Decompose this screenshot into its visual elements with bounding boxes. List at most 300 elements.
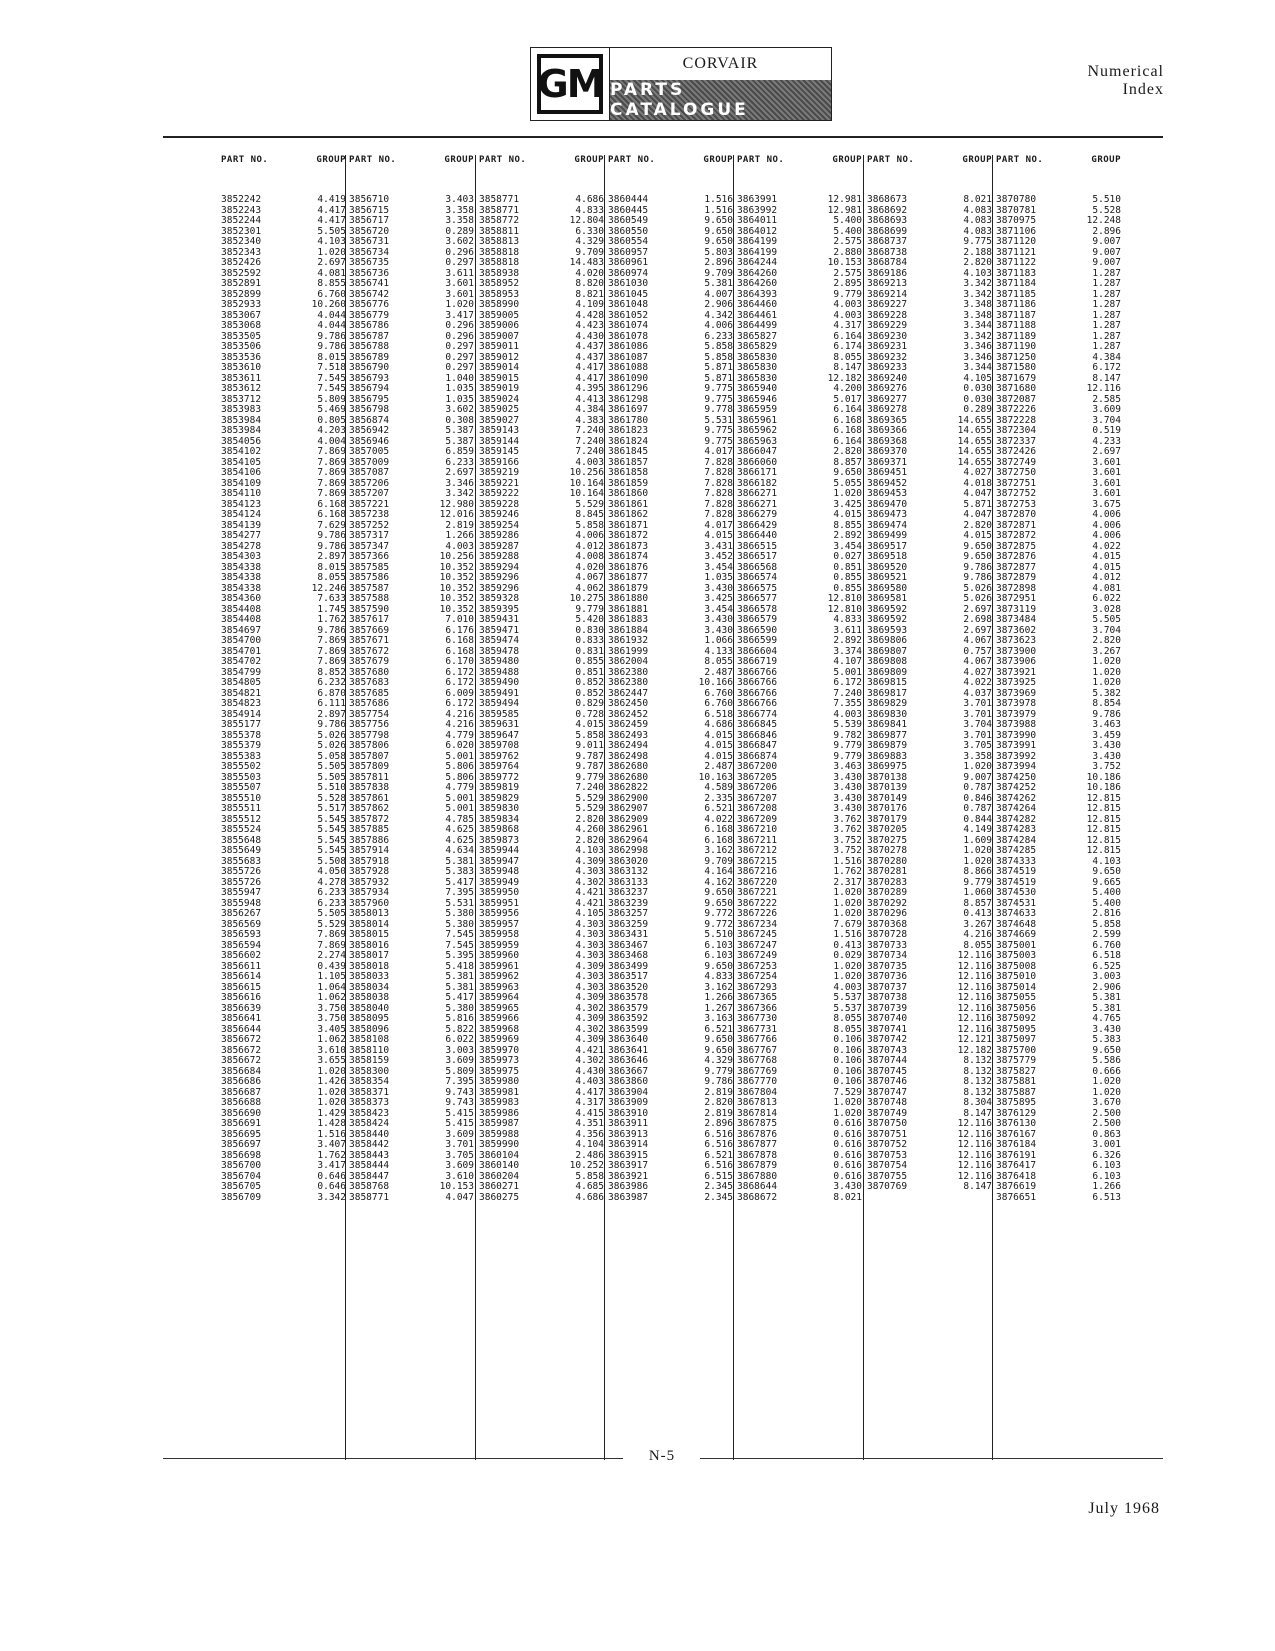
table-row [346, 909, 478, 920]
table-row [346, 699, 478, 710]
part-number: 3857885 [349, 824, 390, 835]
group-number: 3.342 [963, 288, 992, 300]
group-number: 9.779 [575, 771, 604, 783]
group-number: 1.020 [1092, 656, 1121, 667]
column-header [476, 155, 608, 171]
part-number: 3854109 [221, 477, 262, 489]
part-number: 3873900 [996, 645, 1037, 657]
group-number: 4.062 [575, 582, 604, 594]
table-row [605, 552, 737, 563]
part-number: 3874264 [996, 803, 1037, 814]
part-number: 3865961 [737, 414, 778, 426]
group-number: 6.760 [704, 687, 733, 699]
group-number: 9.786 [317, 341, 346, 352]
group-number: 10.164 [569, 488, 604, 499]
part-number: 3854338 [221, 582, 262, 594]
group-number: 5.380 [445, 918, 474, 930]
group-number: 0.805 [317, 414, 346, 426]
group-number: 6.518 [1092, 950, 1121, 961]
part-number: 3872871 [996, 519, 1037, 531]
group-number: 9.650 [704, 1044, 733, 1056]
table-row [864, 846, 996, 857]
group-number: 4.216 [445, 719, 474, 730]
part-number: 3856672 [221, 1055, 262, 1066]
group-number: 5.418 [445, 960, 474, 972]
group-number: 12.121 [957, 1034, 992, 1045]
part-number: 3873991 [996, 740, 1037, 751]
part-number: 3860444 [608, 194, 649, 205]
group-number: 12.116 [957, 1128, 992, 1140]
part-number: 3867222 [737, 897, 778, 909]
part-number: 3862964 [608, 834, 649, 846]
part-number: 3858813 [479, 236, 520, 247]
group-number: 6.022 [1092, 593, 1121, 604]
group-number: 6.760 [317, 288, 346, 300]
table-row [734, 1056, 866, 1067]
column-body [346, 195, 478, 1203]
group-number: 12.810 [827, 603, 862, 615]
group-header: GROUP [574, 155, 604, 165]
table-row [476, 489, 608, 500]
group-number: 10.256 [439, 551, 474, 562]
group-number: 3.430 [833, 782, 862, 793]
group-number: 3.675 [1092, 498, 1121, 510]
table-row [993, 510, 1125, 521]
table-row [218, 804, 350, 815]
group-number: 8.855 [317, 278, 346, 289]
part-number: 3872872 [996, 530, 1037, 541]
table-row [734, 888, 866, 899]
part-number: 3867880 [737, 1170, 778, 1182]
group-number: 2.345 [704, 1181, 733, 1192]
group-number: 4.027 [963, 467, 992, 478]
part-number: 3868693 [867, 215, 908, 226]
part-number: 3855378 [221, 729, 262, 741]
table-row [864, 1119, 996, 1130]
part-number: 3875887 [996, 1086, 1037, 1098]
group-number: 12.246 [311, 582, 346, 594]
group-number: 4.302 [575, 1055, 604, 1066]
group-number: 9.007 [1092, 246, 1121, 258]
part-number: 3860271 [479, 1181, 520, 1192]
group-number: 4.103 [963, 267, 992, 279]
group-number: 7.545 [317, 372, 346, 384]
part-number: 3872749 [996, 456, 1037, 468]
group-number: 0.413 [833, 939, 862, 951]
part-number: 3861780 [608, 414, 649, 426]
part-number: 3860549 [608, 215, 649, 226]
group-number: 4.303 [575, 971, 604, 982]
part-number: 3870179 [867, 813, 908, 825]
group-number: 6.168 [445, 635, 474, 646]
part-number: 3858017 [349, 950, 390, 961]
part-number: 3859964 [479, 992, 520, 1003]
part-number: 3874250 [996, 771, 1037, 783]
column-body [476, 195, 608, 1203]
group-number: 4.686 [575, 1191, 604, 1203]
part-number: 3873978 [996, 698, 1037, 709]
group-number: 9.650 [704, 887, 733, 898]
part-number: 3856700 [221, 1160, 262, 1171]
part-number: 3867247 [737, 939, 778, 951]
table-row [346, 300, 478, 311]
part-number: 3857587 [349, 582, 390, 594]
table-row [993, 573, 1125, 584]
table-row [218, 594, 350, 605]
group-number: 2.697 [1092, 446, 1121, 457]
group-number: 2.820 [575, 813, 604, 825]
part-number: 3855947 [221, 887, 262, 898]
part-number: 3873979 [996, 708, 1037, 720]
part-number: 3873906 [996, 656, 1037, 667]
group-number: 2.820 [575, 834, 604, 846]
part-number: 3859829 [479, 792, 520, 804]
part-number: 3859944 [479, 845, 520, 856]
group-number: 4.103 [317, 236, 346, 247]
part-number: 3869231 [867, 341, 908, 352]
table-row [476, 1182, 608, 1193]
catalogue-header [530, 47, 832, 121]
group-number: 3.463 [833, 761, 862, 772]
group-number: 0.030 [963, 393, 992, 405]
group-number: 4.015 [1092, 561, 1121, 573]
group-number: 5.026 [317, 729, 346, 741]
part-number: 3865830 [737, 372, 778, 384]
part-number: 3860550 [608, 225, 649, 237]
table-column [863, 155, 996, 1460]
part-number: 3869452 [867, 477, 908, 489]
part-number: 3863517 [608, 971, 649, 982]
group-number: 5.809 [445, 1065, 474, 1077]
part-number: 3852244 [221, 215, 262, 226]
part-number: 3860140 [479, 1160, 520, 1171]
part-number: 3858013 [349, 908, 390, 919]
part-number: 3869520 [867, 561, 908, 573]
group-number: 4.260 [575, 824, 604, 835]
part-number: 3869581 [867, 593, 908, 604]
part-number: 3870737 [867, 981, 908, 993]
group-number: 4.012 [1092, 572, 1121, 583]
part-number: 3859983 [479, 1097, 520, 1108]
part-number: 3862498 [608, 750, 649, 762]
table-row [346, 951, 478, 962]
part-number: 3857252 [349, 519, 390, 531]
group-number: 5.803 [704, 246, 733, 258]
group-number: 2.820 [1092, 635, 1121, 646]
part-number: 3856734 [349, 246, 390, 258]
group-number: 2.892 [833, 530, 862, 541]
group-number: 0.855 [575, 656, 604, 667]
part-number: 3859647 [479, 729, 520, 741]
group-number: 0.855 [833, 582, 862, 594]
group-number: 1.020 [317, 1097, 346, 1108]
table-row [605, 426, 737, 437]
group-number: 4.302 [575, 1002, 604, 1014]
part-number: 3863520 [608, 981, 649, 993]
group-number: 8.857 [833, 456, 862, 468]
part-number: 3865829 [737, 341, 778, 352]
group-number: 4.203 [317, 425, 346, 436]
table-row [734, 342, 866, 353]
part-number: 3876619 [996, 1181, 1037, 1192]
part-number: 3859950 [479, 887, 520, 898]
group-number: 4.833 [575, 204, 604, 216]
part-number: 3859222 [479, 488, 520, 499]
group-number: 8.866 [963, 866, 992, 877]
part-number: 3860275 [479, 1191, 520, 1203]
part-number: 3876167 [996, 1128, 1037, 1140]
catalogue-banner: PARTS CATALOGUE [610, 80, 831, 120]
part-number: 3863578 [608, 992, 649, 1003]
part-number: 3861877 [608, 572, 649, 583]
group-number: 5.469 [317, 404, 346, 415]
table-row [605, 195, 737, 206]
part-number: 3856644 [221, 1023, 262, 1035]
group-number: 2.188 [963, 246, 992, 258]
page-number: N-5 [648, 1448, 676, 1464]
group-number: 3.003 [445, 1044, 474, 1056]
group-number: 6.233 [704, 330, 733, 342]
part-number: 3860445 [608, 204, 649, 216]
group-number: 4.685 [575, 1181, 604, 1192]
group-number: 5.026 [963, 593, 992, 604]
part-number: 3858018 [349, 960, 390, 972]
part-number: 3876130 [996, 1118, 1037, 1129]
part-number: 3862459 [608, 719, 649, 730]
part-number: 3859296 [479, 582, 520, 594]
part-number: 3873988 [996, 719, 1037, 730]
table-row [476, 1035, 608, 1046]
part-number: 3861823 [608, 425, 649, 436]
part-number: 3874633 [996, 908, 1037, 919]
group-number: 12.815 [1086, 845, 1121, 856]
group-number: 4.384 [1092, 351, 1121, 363]
group-number: 9.786 [317, 624, 346, 636]
part-number: 3862961 [608, 824, 649, 835]
table-row [864, 321, 996, 332]
table-row [346, 1182, 478, 1193]
group-number: 0.106 [833, 1065, 862, 1077]
part-number: 3859960 [479, 950, 520, 961]
group-number: 6.172 [1092, 362, 1121, 373]
table-row [734, 678, 866, 689]
part-number: 3856715 [349, 204, 390, 216]
group-number: 5.871 [704, 372, 733, 384]
part-number: 3869240 [867, 372, 908, 384]
part-number: 3866578 [737, 603, 778, 615]
group-number: 9.786 [704, 1076, 733, 1087]
group-number: 3.609 [445, 1055, 474, 1066]
part-number: 3867767 [737, 1044, 778, 1056]
part-number: 3853536 [221, 351, 262, 363]
part-number: 3857672 [349, 645, 390, 657]
part-number: 3858952 [479, 278, 520, 289]
group-number: 10.275 [569, 593, 604, 604]
part-number: 3854360 [221, 593, 262, 604]
part-number: 3857347 [349, 540, 390, 552]
part-number: 3859762 [479, 750, 520, 762]
group-number: 3.704 [1092, 414, 1121, 426]
part-number: 3867730 [737, 1013, 778, 1024]
group-number: 3.752 [833, 845, 862, 856]
part-number: 3866279 [737, 509, 778, 520]
group-number: 6.168 [445, 645, 474, 657]
group-number: 5.055 [833, 477, 862, 489]
group-number: 5.816 [445, 1013, 474, 1024]
table-row [346, 783, 478, 794]
group-number: 3.601 [1092, 467, 1121, 478]
part-number: 3864244 [737, 257, 778, 268]
group-number: 1.064 [317, 981, 346, 993]
group-number: 5.858 [575, 519, 604, 531]
table-row [993, 1119, 1125, 1130]
group-number: 1.287 [1092, 309, 1121, 321]
table-row [864, 363, 996, 374]
gm-logo [531, 48, 610, 120]
group-number: 3.417 [445, 309, 474, 321]
group-number: 4.006 [1092, 519, 1121, 531]
group-number: 3.163 [704, 1013, 733, 1024]
table-row [346, 216, 478, 227]
group-number: 8.147 [963, 1181, 992, 1192]
group-number: 9.787 [575, 750, 604, 762]
table-row [346, 510, 478, 521]
table-row [346, 531, 478, 542]
part-no-header: PART NO. [996, 155, 1044, 165]
group-number: 10.352 [439, 582, 474, 594]
table-row [218, 1014, 350, 1025]
part-number: 3867769 [737, 1065, 778, 1077]
table-row [218, 699, 350, 710]
group-number: 5.539 [833, 719, 862, 730]
part-number: 3869806 [867, 635, 908, 646]
part-number: 3856735 [349, 257, 390, 268]
group-number: 7.545 [445, 939, 474, 951]
group-number: 4.006 [575, 530, 604, 541]
part-number: 3870746 [867, 1076, 908, 1087]
table-row [993, 1077, 1125, 1088]
part-number: 3870755 [867, 1170, 908, 1182]
part-number: 3858033 [349, 971, 390, 982]
part-number: 3870975 [996, 215, 1037, 226]
group-number: 1.428 [317, 1118, 346, 1129]
group-number: 0.851 [575, 666, 604, 678]
table-row [734, 1140, 866, 1151]
part-number: 3869368 [867, 435, 908, 447]
part-number: 3871183 [996, 267, 1037, 279]
part-number: 3857918 [349, 855, 390, 867]
part-number: 3859012 [479, 351, 520, 363]
group-number: 3.430 [704, 614, 733, 625]
part-number: 3858447 [349, 1170, 390, 1182]
part-number: 3853505 [221, 330, 262, 342]
table-row [476, 510, 608, 521]
part-number: 3855726 [221, 876, 262, 888]
group-number: 4.309 [575, 992, 604, 1003]
part-number: 3861030 [608, 278, 649, 289]
table-row [993, 594, 1125, 605]
table-row [734, 972, 866, 983]
group-number: 6.164 [833, 435, 862, 447]
table-row [993, 1182, 1125, 1193]
group-number: 12.248 [1086, 215, 1121, 226]
group-number: 6.521 [704, 1149, 733, 1161]
group-number: 4.303 [575, 950, 604, 961]
group-number: 4.634 [445, 845, 474, 856]
group-number: 3.430 [704, 582, 733, 594]
group-number: 7.355 [833, 698, 862, 709]
part-number: 3856672 [221, 1044, 262, 1056]
group-number: 9.787 [575, 761, 604, 772]
part-number: 3870368 [867, 918, 908, 930]
table-row [864, 573, 996, 584]
part-number: 3859478 [479, 645, 520, 657]
group-number: 9.650 [704, 236, 733, 247]
group-number: 2.487 [704, 761, 733, 772]
part-number: 3874648 [996, 918, 1037, 930]
part-number: 3861048 [608, 299, 649, 310]
table-row [605, 909, 737, 920]
part-number: 3859708 [479, 740, 520, 751]
group-header: GROUP [1091, 155, 1121, 165]
group-number: 4.415 [575, 1107, 604, 1119]
group-number: 9.779 [833, 288, 862, 300]
group-number: 3.704 [1092, 624, 1121, 636]
group-number: 1.762 [317, 1149, 346, 1161]
part-number: 3858768 [349, 1181, 390, 1192]
group-number: 0.106 [833, 1044, 862, 1056]
group-number: 9.779 [833, 740, 862, 751]
group-number: 5.531 [704, 414, 733, 426]
part-number: 3865830 [737, 362, 778, 373]
part-number: 3862493 [608, 729, 649, 741]
table-row [605, 405, 737, 416]
part-number: 3872951 [996, 593, 1037, 604]
table-row [993, 300, 1125, 311]
part-number: 3854914 [221, 708, 262, 720]
part-number: 3870275 [867, 834, 908, 846]
part-number: 3857928 [349, 866, 390, 877]
table-row [993, 447, 1125, 458]
part-number: 3866271 [737, 488, 778, 499]
part-number: 3867877 [737, 1139, 778, 1150]
table-row [864, 993, 996, 1004]
group-number: 9.786 [317, 530, 346, 541]
part-number: 3871187 [996, 309, 1037, 321]
part-number: 3865959 [737, 404, 778, 415]
table-row [476, 1056, 608, 1067]
part-number: 3858818 [479, 257, 520, 268]
part-number: 3856776 [349, 299, 390, 310]
part-number: 3876418 [996, 1170, 1037, 1182]
table-row [734, 846, 866, 857]
part-number: 3867208 [737, 803, 778, 814]
group-number: 2.486 [575, 1149, 604, 1161]
table-row [605, 1161, 737, 1172]
table-row [734, 867, 866, 878]
group-number: 5.806 [445, 771, 474, 783]
part-number: 3869829 [867, 698, 908, 709]
table-row [993, 468, 1125, 479]
group-number: 5.415 [445, 1118, 474, 1129]
table-row [346, 741, 478, 752]
part-number: 3854338 [221, 572, 262, 583]
part-number: 3854124 [221, 509, 262, 520]
table-row [864, 699, 996, 710]
part-number: 3861872 [608, 530, 649, 541]
group-number: 2.820 [833, 446, 862, 457]
group-number: 3.348 [963, 309, 992, 321]
